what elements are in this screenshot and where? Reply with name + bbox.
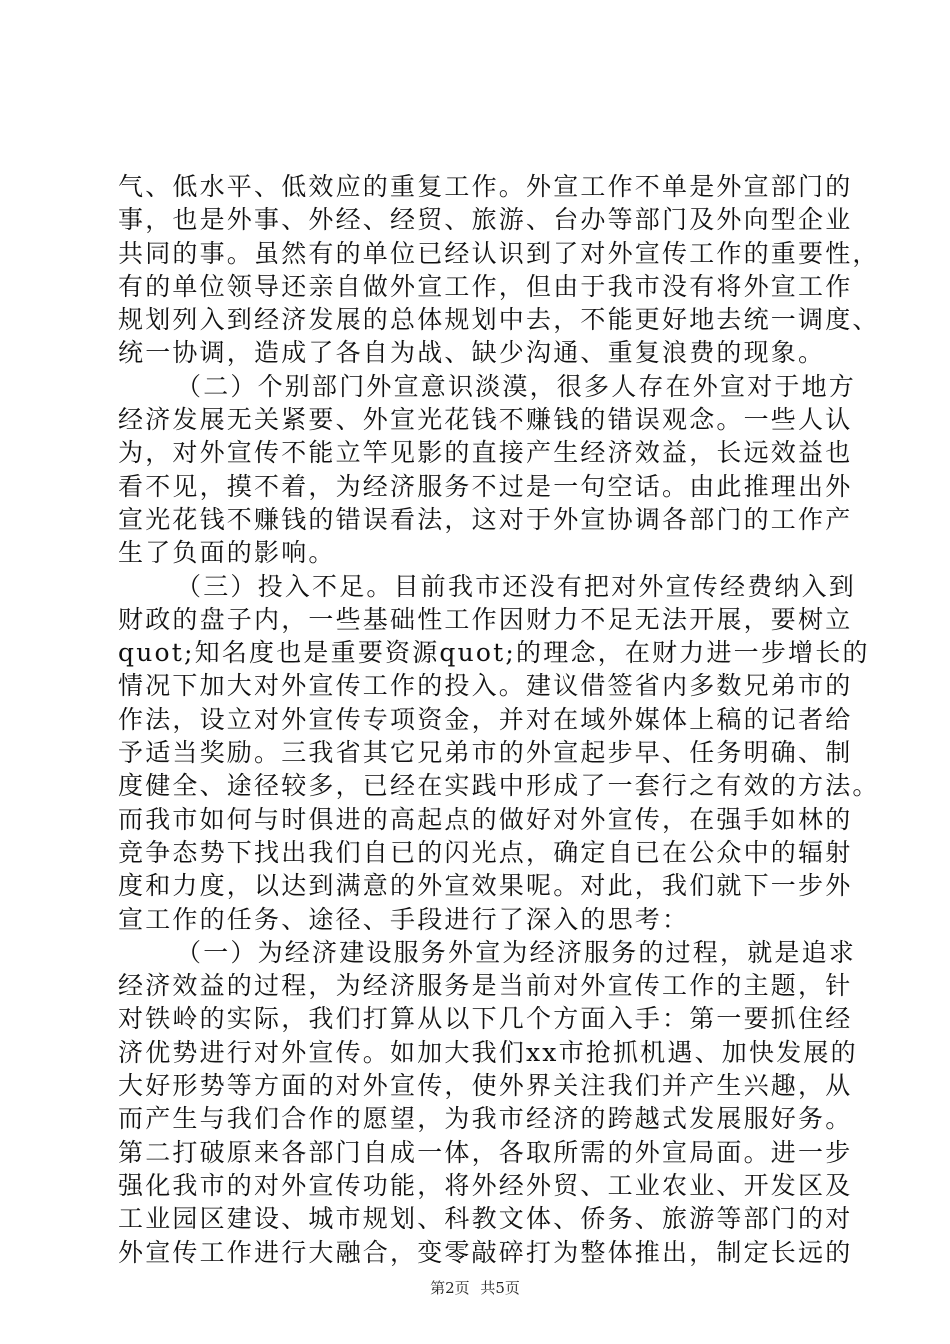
text-line: 大好形势等方面的对外宣传，使外界关注我们并产生兴趣，从 — [118, 1071, 853, 1101]
text-line: 竞争态势下找出我们自已的闪光点，确定自已在公众中的辐射 — [118, 837, 853, 867]
document-body — [118, 170, 880, 1269]
page-number: 第2页 — [430, 1279, 470, 1297]
text-line: 度和力度，以达到满意的外宣效果呢。对此，我们就下一步外 — [118, 871, 853, 901]
text-line: 工业园区建设、城市规划、科教文体、侨务、旅游等部门的对 — [118, 1204, 853, 1234]
text-line: 作法，设立对外宣传专项资金，并对在域外媒体上稿的记者给 — [118, 704, 853, 734]
text-line: 生了负面的影响。 — [118, 538, 336, 568]
page-total: 共5页 — [480, 1279, 520, 1297]
text-line: 情况下加大对外宣传工作的投入。建议借签省内多数兄弟市的 — [118, 671, 853, 701]
text-line: 而我市如何与时俱进的高起点的做好对外宣传，在强手如林的 — [118, 804, 853, 834]
text-line: 统一协调，造成了各自为战、缺少沟通、重复浪费的现象。 — [118, 338, 826, 368]
text-line: 经济发展无关紧要、外宣光花钱不赚钱的错误观念。一些人认 — [118, 405, 853, 435]
paragraph-first-line: （二）个别部门外宣意识淡漠，很多人存在外宣对于地方 — [176, 371, 857, 401]
text-line: 对铁岭的实际，我们打算从以下几个方面入手：第一要抓住经 — [118, 1004, 853, 1034]
text-line: 有的单位领导还亲自做外宣工作，但由于我市没有将外宣工作 — [118, 271, 853, 301]
text-line: 而产生与我们合作的愿望，为我市经济的跨越式发展服好务。 — [118, 1104, 853, 1134]
text-line: 强化我市的对外宣传功能，将外经外贸、工业农业、开发区及 — [118, 1170, 853, 1200]
text-line: 外宣传工作进行大融合，变零敲碎打为整体推出，制定长远的 — [118, 1237, 853, 1267]
text-line: 看不见，摸不着，为经济服务不过是一句空话。由此推理出外 — [118, 471, 853, 501]
text-line: 气、低水平、低效应的重复工作。外宣工作不单是外宣部门的 — [118, 172, 853, 201]
text-line: 为，对外宣传不能立竿见影的直接产生经济效益，长远效益也 — [118, 438, 853, 468]
text-line: 第二打破原来各部门自成一体，各取所需的外宣局面。进一步 — [118, 1137, 853, 1167]
text-line: 规划列入到经济发展的总体规划中去，不能更好地去统一调度、 — [118, 305, 880, 335]
paragraph-first-line: （三）投入不足。目前我市还没有把对外宣传经费纳入到 — [176, 571, 857, 601]
text-line: 济优势进行对外宣传。如加大我们xx市抢抓机遇、加快发展的 — [118, 1037, 858, 1067]
text-line: 度健全、途径较多，已经在实践中形成了一套行之有效的方法。 — [118, 771, 880, 801]
text-line: 宣工作的任务、途径、手段进行了深入的思考： — [118, 904, 690, 934]
text-line: 宣光花钱不赚钱的错误看法，这对于外宣协调各部门的工作产 — [118, 504, 853, 534]
text-line: 共同的事。虽然有的单位已经认识到了对外宣传工作的重要性， — [118, 238, 880, 268]
text-line: 经济效益的过程，为经济服务是当前对外宣传工作的主题，针 — [118, 971, 853, 1001]
text-line: 事，也是外事、外经、经贸、旅游、台办等部门及外向型企业 — [118, 205, 853, 235]
page-footer — [0, 1278, 950, 1298]
text-line: 予适当奖励。三我省其它兄弟市的外宣起步早、任务明确、制 — [118, 738, 853, 768]
paragraph-first-line: （一）为经济建设服务外宣为经济服务的过程，就是追求 — [176, 937, 857, 967]
text-line: 财政的盘子内，一些基础性工作因财力不足无法开展，要树立 — [118, 604, 853, 634]
text-line: quot;知名度也是重要资源quot;的理念，在财力进一步增长的 — [118, 638, 870, 668]
